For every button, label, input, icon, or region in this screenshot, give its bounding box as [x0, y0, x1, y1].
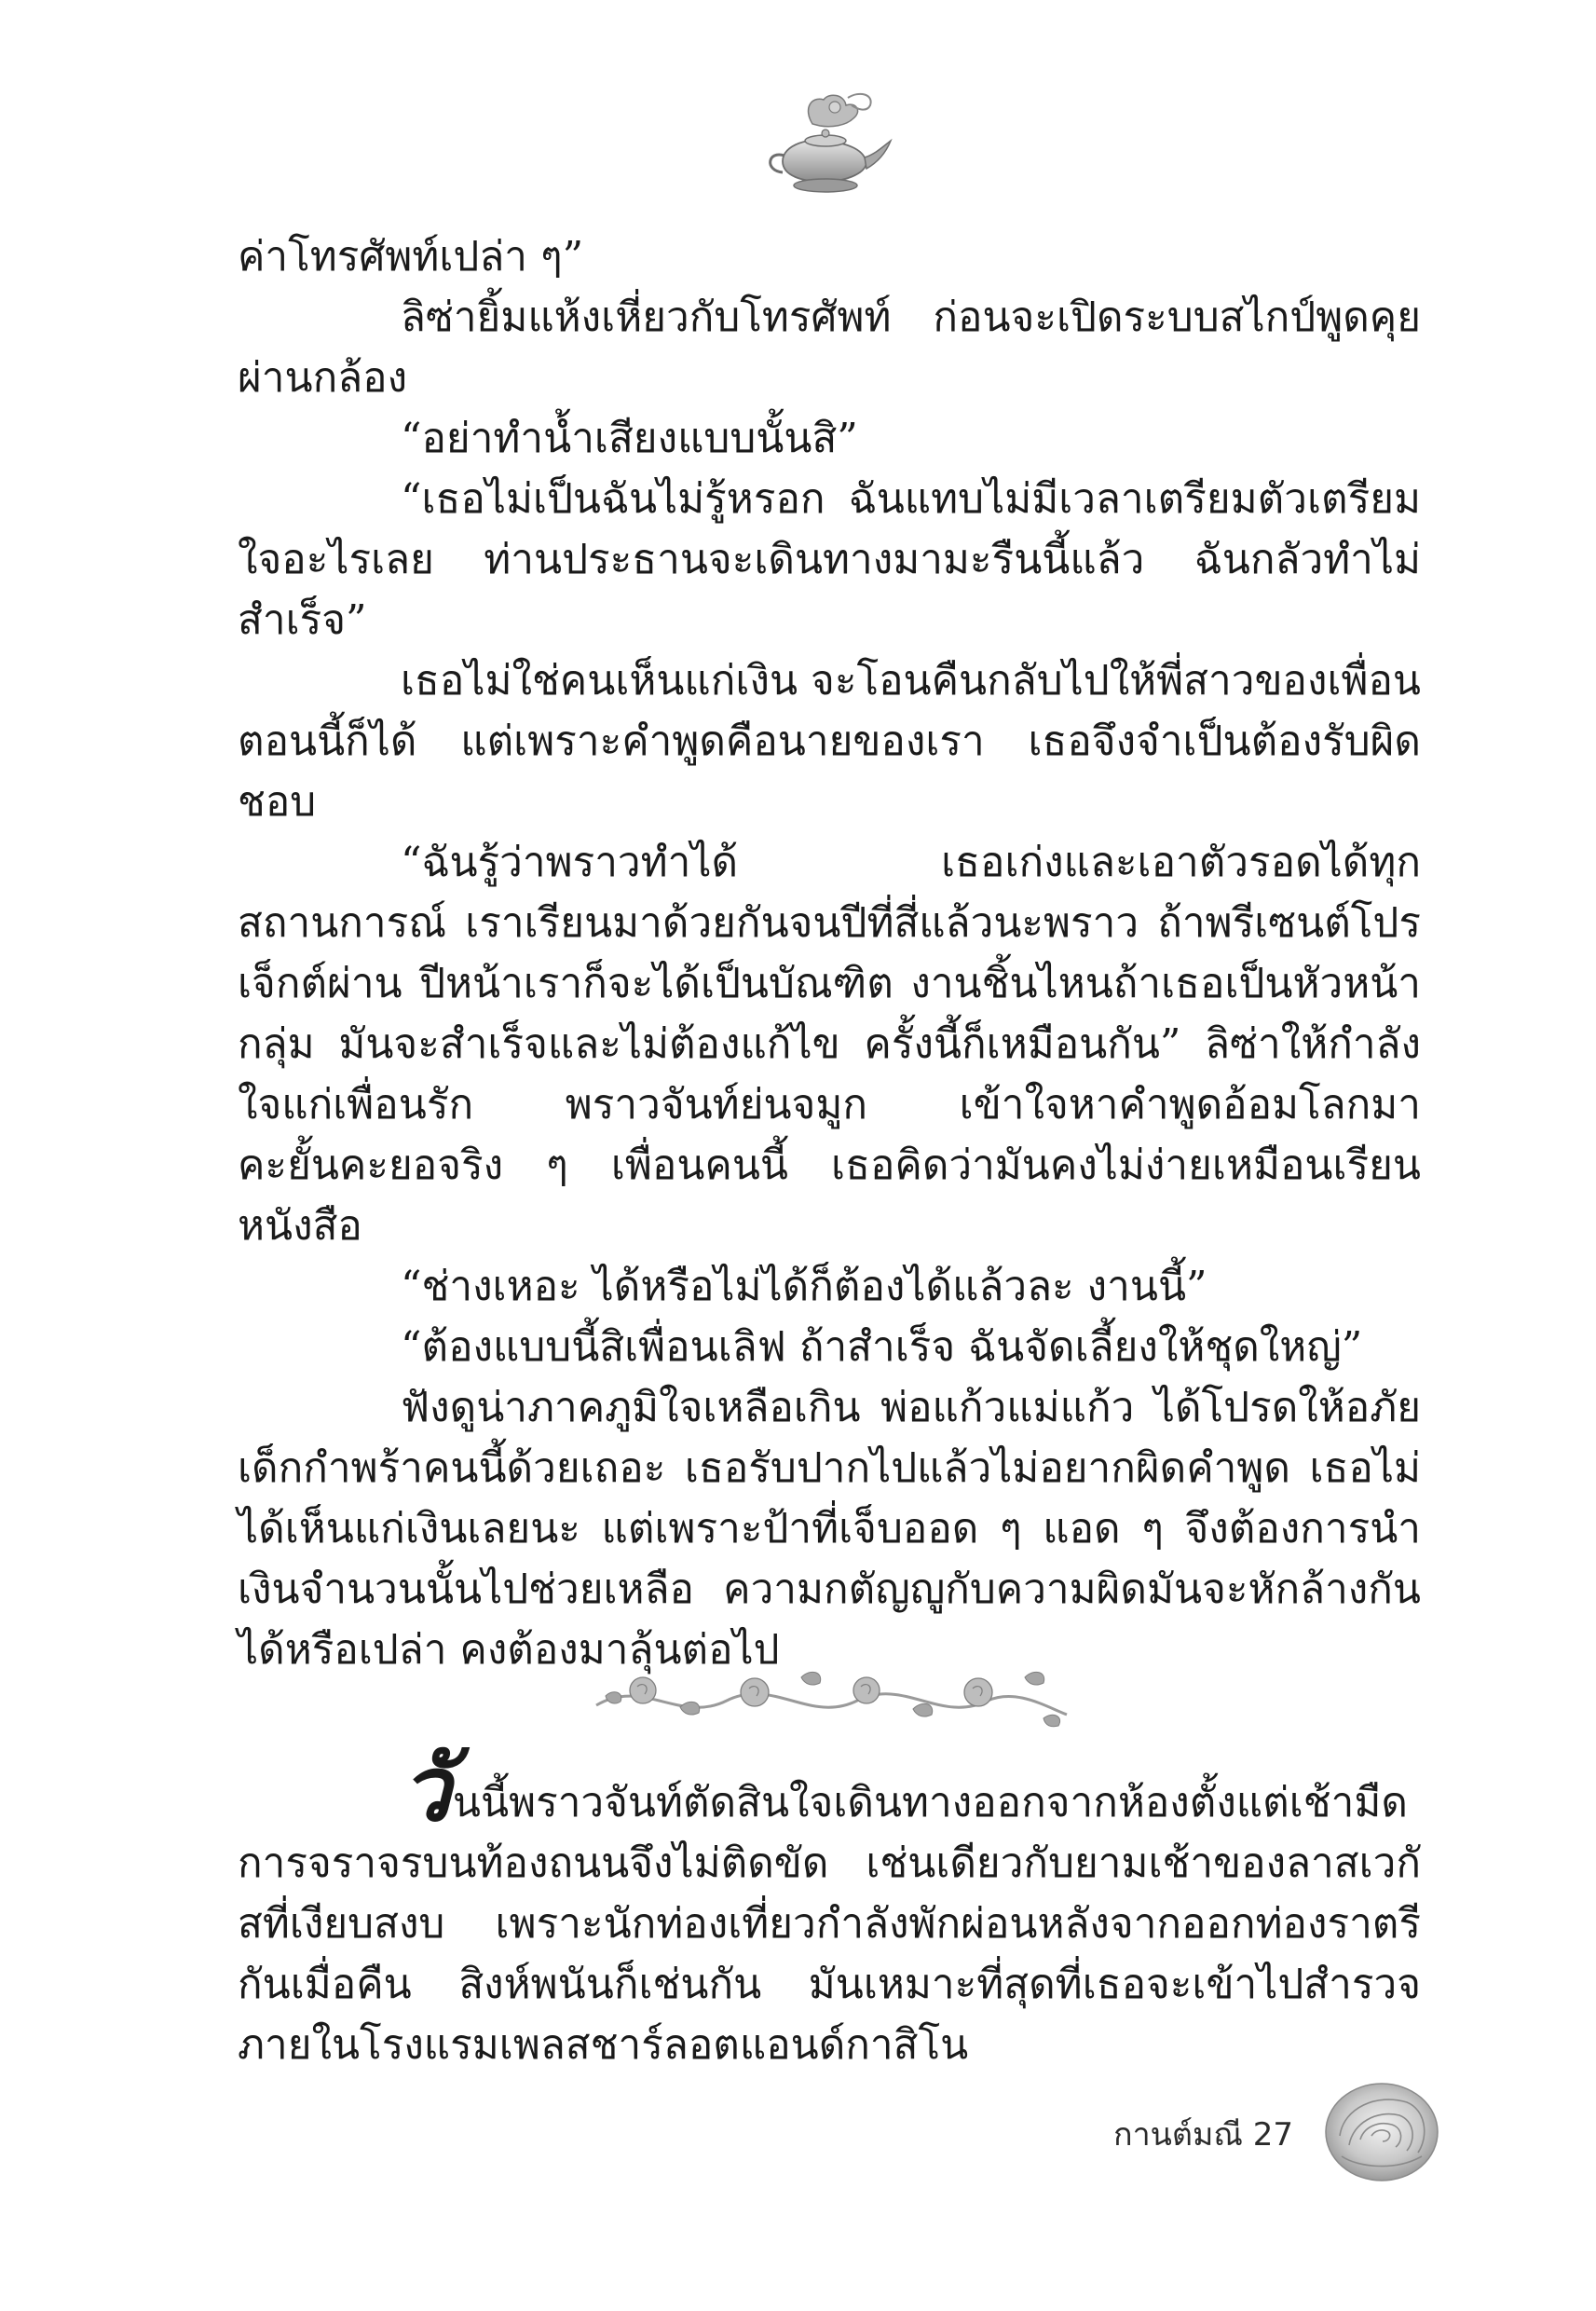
paragraph: ฟังดูน่าภาคภูมิใจเหลือเกิน พ่อแก้วแม่แก้ว ได้โปรดให้อภัยเด็กกำพร้าคนนี้ด้วยเถอะ เธอรับปากไปแล้วไม่อยากผิดคำพูด เธอไม่ได้เห็นแก่เงินเลยนะ แต่เพราะป้าที่เจ็บออด ๆ แอด ๆ จึงต้องการนำเงินจำนวนนั้นไปช่วยเหลือ ความกตัญญูกับความผิดมันจะหักล้างกันได้หรือเปล่า คงต้องมาลุ้นต่อไป — [238, 1384, 1421, 1674]
paragraph: “เธอไม่เป็นฉันไม่รู้หรอก ฉันแทบไม่มีเวลาเตรียมตัวเตรียมใจอะไรเลย ท่านประธานจะเดินทางมามะรืนนี้แล้ว ฉันกลัวทำไม่สำเร็จ” — [238, 475, 1421, 644]
cupid-teapot-ornament-icon — [755, 89, 894, 200]
paragraph: เธอไม่ใช่คนเห็นแก่เงิน จะโอนคืนกลับไปให้พี่สาวของเพื่อนตอนนี้ก็ได้ แต่เพราะคำพูดคือนายของเรา เธอจึงจำเป็นต้องรับผิดชอบ — [238, 657, 1421, 826]
paragraph: ค่าโทรศัพท์เปล่า ๆ” — [238, 233, 584, 280]
paragraph: “อย่าทำน้ำเสียงแบบนั้นสิ” — [401, 415, 858, 462]
body-text-top — [238, 226, 1421, 1680]
rose-vine-divider-icon — [587, 1649, 1071, 1743]
paragraph — [238, 1736, 1421, 2075]
paragraph: “ฉันรู้ว่าพราวทำได้ เธอเก่งและเอาตัวรอดได้ทุกสถานการณ์ เราเรียนมาด้วยกันจนปีที่สี่แล้วนะพราว ถ้าพรีเซนต์โปรเจ็กต์ผ่าน ปีหน้าเราก็จะได้เป็นบัณฑิต งานชิ้นไหนถ้าเธอเป็นหัวหน้ากลุ่ม มันจะสำเร็จและไม่ต้องแก้ไข ครั้งนี้ก็เหมือนกัน” ลิซ่าให้กำลังใจแก่เพื่อนรัก พราวจันท์ย่นจมูก เข้าใจหาคำพูดอ้อมโลกมาคะยั้นคะยอจริง ๆ เพื่อนคนนี้ เธอคิดว่ามันคงไม่ง่ายเหมือนเรียนหนังสือ — [238, 839, 1421, 1250]
drop-cap: วั — [401, 1736, 451, 1841]
rose-icon — [1321, 2071, 1442, 2192]
page-footer: กานต์มณี 27 — [1113, 2116, 1294, 2154]
paragraph-text: นนี้พราวจันท์ตัดสินใจเดินทางออกจากห้องตั้งแต่เช้ามืด การจราจรบนท้องถนนจึงไม่ติดขัด เช่นเดียวกับยามเช้าของลาสเวกัสที่เงียบสงบ เพราะนักท่องเที่ยวกำลังพักผ่อนหลังจากออกท่องราตรีกันเมื่อคืน สิงห์พนันก็เช่นกัน มันเหมาะที่สุดที่เธอจะเข้าไปสำรวจภายในโรงแรมเพลสชาร์ลอตแอนด์กาสิโน — [238, 1779, 1421, 2069]
paragraph: ลิซ่ายิ้มแห้งเหี่ยวกับโทรศัพท์ ก่อนจะเปิดระบบสไกป์พูดคุยผ่านกล้อง — [238, 294, 1421, 402]
paragraph: “ต้องแบบนี้สิเพื่อนเลิฟ ถ้าสำเร็จ ฉันจัดเลี้ยงให้ชุดใหญ่” — [401, 1323, 1363, 1371]
body-text-bottom — [238, 1736, 1421, 2075]
paragraph: “ช่างเหอะ ได้หรือไม่ได้ก็ต้องได้แล้วละ งานนี้” — [401, 1263, 1207, 1310]
